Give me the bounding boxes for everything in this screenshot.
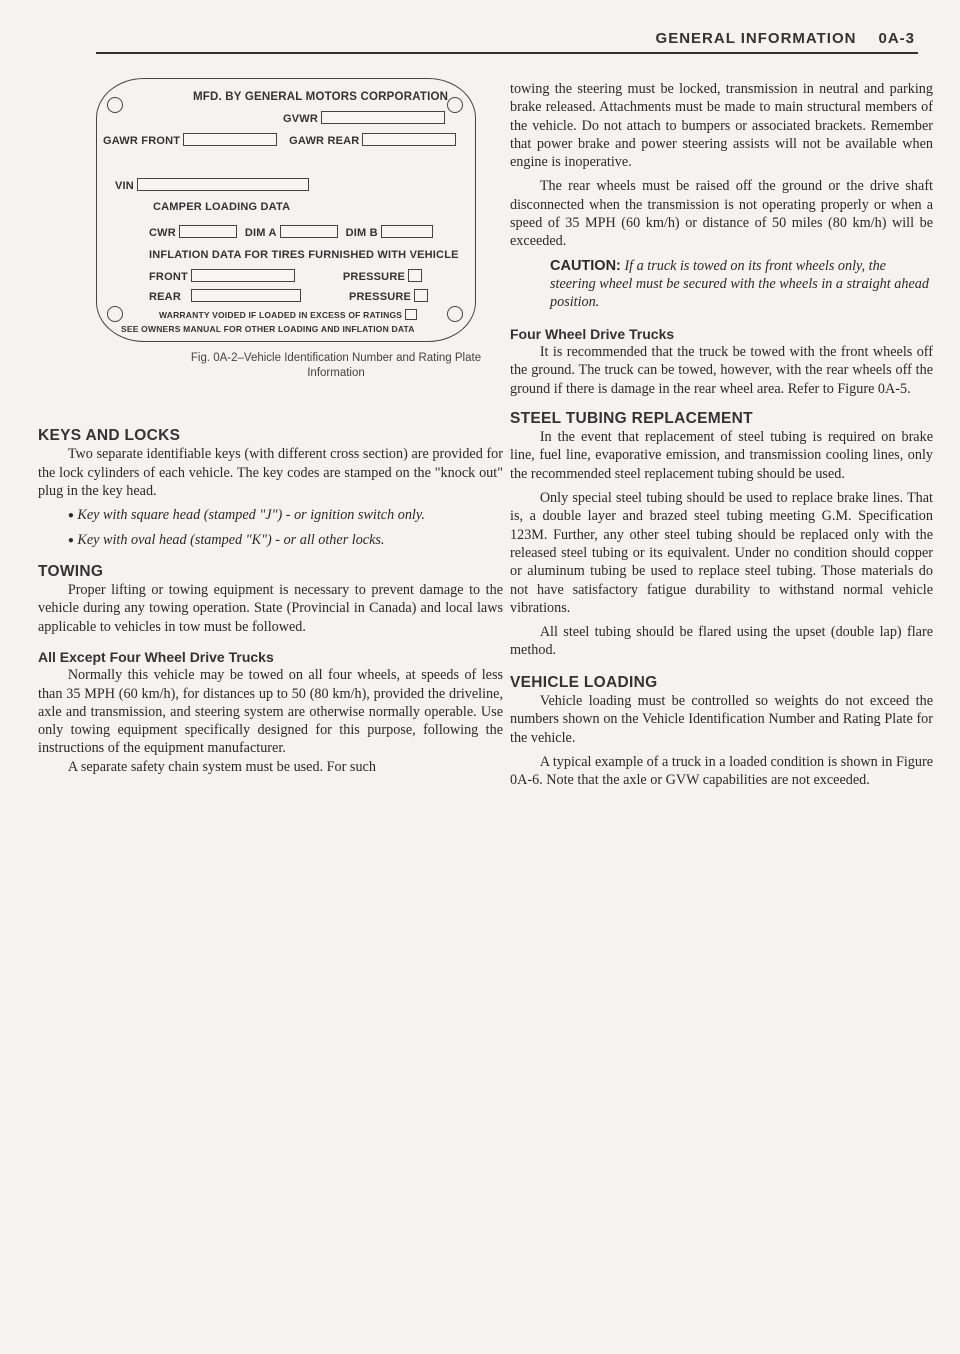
plate-gvwr-row: [283, 111, 445, 125]
plate-vin-field: [137, 178, 309, 191]
plate-rear-pressure-label: PRESSURE: [348, 291, 412, 303]
all-except-paragraph-1: Normally this vehicle may be towed on all four wheels, at speeds of less than 35 MPH (60 km/h), for distances up to 50 (80 km/h), provided the driveline, axle and transmission, and steering system are otherwise normally operable. Use only towing equipment specifically designed for this purpose, following the instructions of the equipment manufacturer.: [38, 667, 503, 757]
mounting-hole-icon: [447, 306, 463, 322]
mounting-hole-icon: [447, 97, 463, 113]
plate-front-label: FRONT: [149, 271, 188, 283]
steel-tubing-heading: STEEL TUBING REPLACEMENT: [510, 409, 753, 427]
keys-bullet-1-text: Key with square head (stamped "J") - or ignition switch only.: [77, 507, 425, 524]
caution-label: CAUTION:: [550, 257, 621, 274]
plate-cwr-label: CWR: [149, 227, 176, 239]
vehicle-loading-heading: VEHICLE LOADING: [510, 673, 658, 691]
plate-front-row: [149, 269, 422, 283]
plate-rear-label: REAR: [149, 291, 181, 303]
mounting-hole-icon: [107, 306, 123, 322]
steel-tubing-paragraph-3: All steel tubing should be flared using the upset (double lap) flare method.: [510, 624, 933, 659]
plate-front-pressure-field: [408, 269, 422, 282]
plate-warranty: WARRANTY VOIDED IF LOADED IN EXCESS OF RATINGS: [159, 310, 403, 320]
plate-dim-a-field: [280, 225, 338, 238]
left-column: [38, 427, 503, 776]
steel-tubing-paragraph-1: In the event that replacement of steel tubing is required on brake line, fuel line, evaporative emission, and transmission cooling lines, only the recommended steel replacement tubing should be used.: [510, 429, 933, 482]
section-title: GENERAL INFORMATION: [655, 30, 857, 47]
plate-warranty-checkbox: [405, 309, 417, 320]
plate-gawr-front-label: GAWR FRONT: [103, 135, 181, 147]
caution-text: If a truck is towed on its front wheels only, the steering wheel must be secured with the wheels in a straight ahead position.: [550, 257, 929, 310]
plate-vin-label: VIN: [115, 180, 134, 192]
plate-see-manual: SEE OWNERS MANUAL FOR OTHER LOADING AND INFLATION DATA: [121, 324, 415, 334]
plate-camper-row: [149, 225, 433, 239]
all-except-heading: All Except Four Wheel Drive Trucks: [38, 648, 274, 665]
header-rule: [96, 52, 918, 54]
plate-rear-pressure-field: [414, 289, 428, 302]
four-wheel-paragraph: It is recommended that the truck be towed with the front wheels off the ground. The truck can be towed, however, with the rear wheels off the ground if there is damage in the rear wheel area. Refer to Figure 0A-5.: [510, 343, 933, 397]
plate-rear-row: [149, 289, 428, 303]
keys-bullet-1: [38, 506, 503, 525]
bullet-icon: ●: [67, 510, 74, 522]
plate-vin-row: [115, 178, 309, 192]
towing-heading: TOWING: [38, 562, 104, 580]
towing-continued-paragraph: towing the steering must be locked, transmission in neutral and parking brake released. Attachments must be made to main structural members of the vehicle. Do not attach to bumpers or associated brackets. Remember that power brake and power steering assists will not be available when engine is inoperative.: [510, 81, 933, 171]
right-column: [510, 80, 933, 790]
plate-dim-b-label: DIM B: [345, 227, 378, 239]
vehicle-loading-paragraph-1: Vehicle loading must be controlled so weights do not exceed the numbers shown on the Vehicle Identification Number and Rating Plate for the vehicle.: [510, 693, 933, 746]
plate-dim-b-field: [381, 225, 433, 238]
bullet-icon: ●: [67, 535, 74, 547]
vehicle-loading-paragraph-2: A typical example of a truck in a loaded condition is shown in Figure 0A-6. Note that the axle or GVW capabilities are not exceeded.: [510, 753, 933, 789]
plate-manufacturer: MFD. BY GENERAL MOTORS CORPORATION: [193, 91, 449, 103]
plate-rear-field: [191, 289, 301, 302]
page-number: 0A-3: [878, 30, 915, 47]
plate-front-field: [191, 269, 295, 282]
plate-dim-a-label: DIM A: [244, 227, 277, 239]
figure-caption-line2: Information: [307, 367, 365, 379]
mounting-hole-icon: [107, 97, 123, 113]
plate-camper-title: CAMPER LOADING DATA: [153, 201, 291, 213]
plate-gvwr-field: [321, 111, 445, 124]
plate-warranty-row: [159, 309, 417, 320]
keys-paragraph: Two separate identifiable keys (with different cross section) are provided for the lock cylinders of each vehicle. The key codes are stamped on the "knock out" plug in the key head.: [38, 446, 503, 499]
plate-gawr-row: [103, 133, 456, 147]
keys-heading: KEYS AND LOCKS: [38, 427, 181, 444]
steel-tubing-paragraph-2: Only special steel tubing should be used to replace brake lines. That is, a double layer and brazed steel tubing meeting G.M. Specification 123M. Further, any other steel tubing should be replaced only with the released steel tubing or its equivalent. Under no condition should copper or aluminum tubing be used to replace steel tubing. Those materials do not have satisfactory fatigue durability to withstand normal vehicle vibrations.: [510, 490, 933, 616]
plate-gawr-rear-label: GAWR REAR: [289, 135, 360, 147]
running-head: [656, 30, 915, 47]
rear-wheels-paragraph: The rear wheels must be raised off the ground or the drive shaft disconnected when the transmission is not operating properly or when a speed of 35 MPH (60 km/h) or distance of 50 miles (80 km/h) will be exceeded.: [510, 178, 933, 250]
plate-front-pressure-label: PRESSURE: [342, 271, 406, 283]
keys-bullet-2-text: Key with oval head (stamped "K") - or all other locks.: [77, 532, 385, 549]
all-except-paragraph-2: A separate safety chain system must be used. For such: [67, 758, 376, 775]
rating-plate-figure: [96, 78, 476, 342]
figure-caption-line1: Fig. 0A-2–Vehicle Identification Number and Rating Plate: [190, 352, 482, 364]
four-wheel-heading: Four Wheel Drive Trucks: [510, 325, 675, 342]
plate-inflation-title: INFLATION DATA FOR TIRES FURNISHED WITH VEHICLE: [149, 249, 459, 261]
plate-cwr-field: [179, 225, 237, 238]
keys-bullet-2: [38, 531, 503, 550]
plate-gawr-front-field: [183, 133, 277, 146]
caution-note: [510, 257, 933, 311]
towing-paragraph: Proper lifting or towing equipment is necessary to prevent damage to the vehicle during any towing operation. State (Provincial in Canada) and local laws applicable to vehicles in tow must be followed.: [38, 582, 503, 635]
plate-gawr-rear-field: [362, 133, 456, 146]
figure-caption: [96, 351, 576, 381]
plate-gvwr-label: GVWR: [283, 113, 319, 125]
